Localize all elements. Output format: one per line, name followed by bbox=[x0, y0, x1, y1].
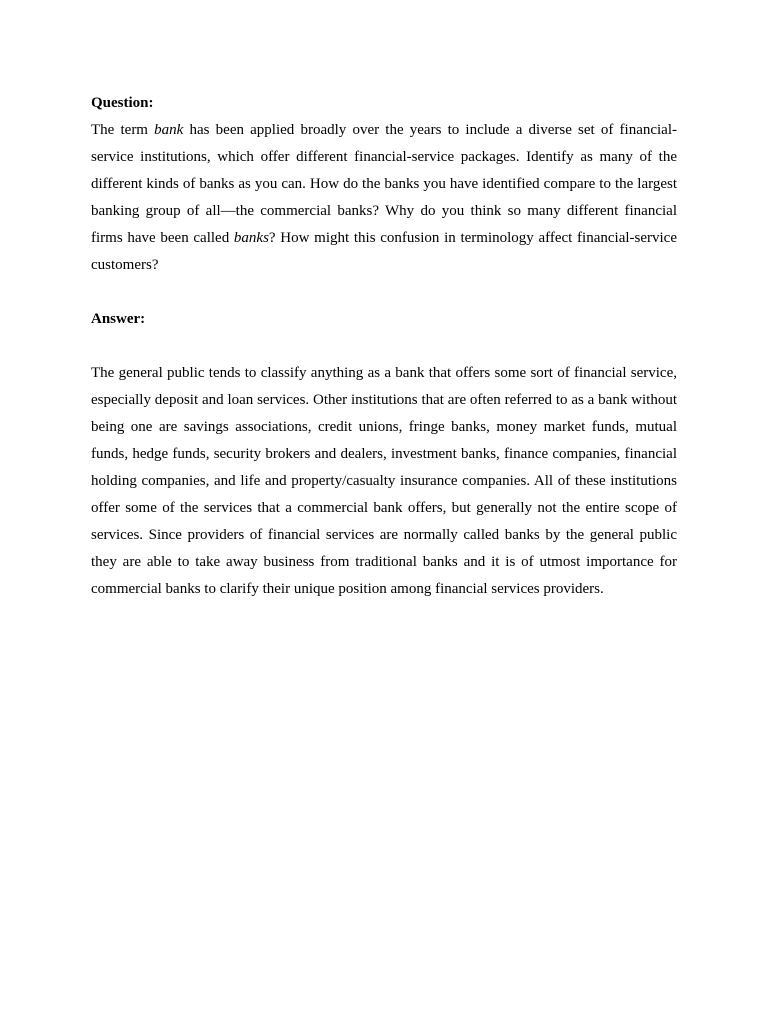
spacer bbox=[91, 279, 677, 306]
question-italic-bank: bank bbox=[154, 122, 184, 138]
document-page bbox=[91, 90, 677, 603]
answer-heading: Answer: bbox=[91, 311, 146, 327]
question-text-1: The term bbox=[91, 122, 155, 138]
question-text-2: has been applied broadly over the years to include a diverse set of financial-service institutions, which offer different financial-service packages. Identify as many of the different kinds of banks as you can. How do the banks you have identified compare to the largest banking group of all—the commercial banks? Why do you think so many different financial firms have been called bbox=[91, 122, 678, 246]
spacer bbox=[91, 333, 677, 360]
question-paragraph bbox=[91, 117, 677, 279]
question-italic-banks: banks bbox=[233, 230, 269, 246]
question-text-3: ? How might this confusion in terminology affect financial-service customers? bbox=[91, 230, 677, 273]
question-heading: Question: bbox=[91, 95, 154, 111]
answer-paragraph: The general public tends to classify anything as a bank that offers some sort of financial service, especially deposit and loan services. Other institutions that are often referred to as a bank without being one are savings associations, credit unions, fringe banks, money market funds, mutual funds, hedge funds, security brokers and dealers, investment banks, finance companies, financial holding companies, and life and property/casualty insurance companies. All of these institutions offer some of the services that a commercial bank offers, but generally not the entire scope of services. Since providers of financial services are normally called banks by the general public they are able to take away business from traditional banks and it is of utmost importance for commercial banks to clarify their unique position among financial services providers. bbox=[91, 365, 677, 597]
